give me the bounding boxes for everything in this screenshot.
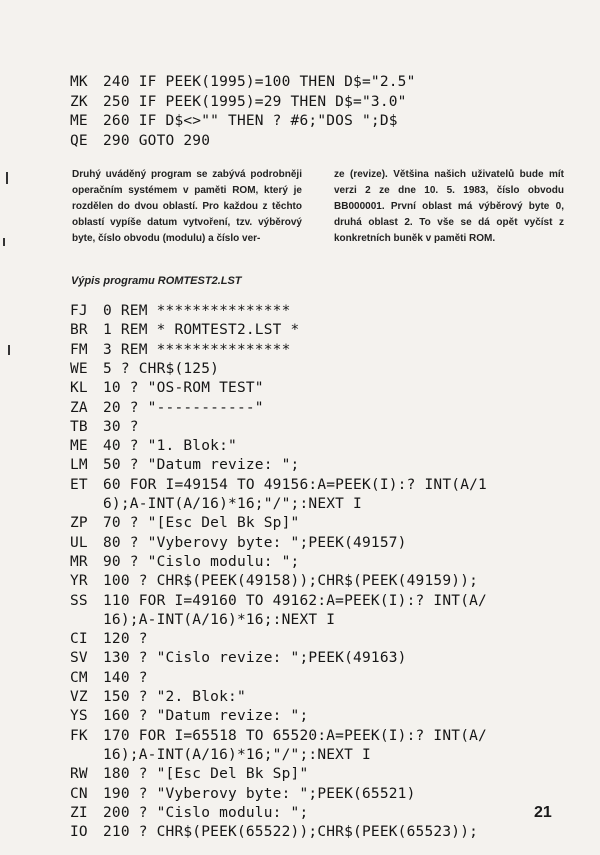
- basic-statement: 120 ?: [103, 631, 148, 648]
- code-line: [0, 361, 600, 381]
- article-text: [72, 167, 564, 247]
- basic-statement-continuation: 16);A-INT(A/16)*16;"/";:NEXT I: [103, 746, 371, 763]
- basic-statement: 150 ? "2. Blok:": [103, 689, 246, 705]
- basic-statement: 20 ? "-----------": [103, 399, 264, 416]
- page-number: 21: [534, 804, 552, 821]
- basic-statement: 210 ? CHR$(PEEK(65522));CHR$(PEEK(65523));: [103, 824, 479, 841]
- checksum-tag: QE: [70, 132, 88, 149]
- article-column-1: Druhý uváděný program se zabývá podrobněji operačním systémem v paměti ROM, který je rozdělen do dvou oblastí. Pro každou z těchto oblastí vypíše datum vytvoření, tzv. výběrový byte, číslo obvodu (modulu) a číslo ver-: [72, 169, 302, 244]
- code-line: [0, 457, 600, 477]
- basic-statement: 60 FOR I=49154 TO 49156:A=PEEK(I):? INT(A/1: [103, 476, 487, 493]
- code-line: [0, 824, 600, 844]
- basic-statement: 50 ? "Datum revize: ";: [103, 457, 300, 474]
- basic-statement-continuation: 16);A-INT(A/16)*16;:NEXT I: [103, 611, 336, 628]
- margin-mark: [6, 172, 8, 184]
- code-line: [0, 631, 600, 651]
- checksum-tag: BR: [70, 322, 88, 339]
- code-line: [0, 303, 600, 323]
- basic-statement: 240 IF PEEK(1995)=100 THEN D$="2.5": [103, 74, 416, 90]
- checksum-tag: RW: [70, 766, 88, 783]
- code-line: [0, 133, 600, 153]
- margin-mark: [8, 345, 10, 355]
- checksum-tag: ZA: [70, 399, 88, 416]
- basic-statement: 0 REM ***************: [103, 303, 291, 319]
- code-line: [0, 766, 600, 786]
- checksum-tag: FK: [70, 727, 88, 744]
- basic-statement: 80 ? "Vyberovy byte: ";PEEK(49157): [103, 534, 407, 551]
- code-line: [0, 74, 600, 94]
- code-line: [0, 573, 600, 593]
- code-line: [0, 438, 600, 458]
- code-line: [0, 342, 600, 362]
- checksum-tag: MR: [70, 553, 88, 570]
- checksum-tag: ZK: [70, 93, 88, 110]
- checksum-tag: CM: [70, 669, 88, 686]
- checksum-tag: MK: [70, 74, 88, 90]
- basic-statement: 180 ? "[Esc Del Bk Sp]": [103, 766, 309, 783]
- basic-statement-continuation: 6);A-INT(A/16)*16;"/";:NEXT I: [103, 496, 362, 512]
- basic-statement: 1 REM * ROMTEST2.LST *: [103, 322, 300, 339]
- basic-statement: 3 REM ***************: [103, 341, 291, 358]
- code-line: [0, 650, 600, 670]
- checksum-tag: IO: [70, 824, 88, 841]
- checksum-tag: UL: [70, 534, 88, 551]
- checksum-tag: CI: [70, 631, 88, 648]
- code-line: [0, 322, 600, 342]
- checksum-tag: SS: [70, 592, 88, 609]
- code-line: [0, 786, 600, 806]
- code-line: [0, 400, 600, 420]
- checksum-tag: WE: [70, 360, 88, 377]
- checksum-tag: YS: [70, 708, 88, 725]
- section-title: Výpis programu ROMTEST2.LST: [71, 275, 242, 287]
- code-line: [0, 94, 600, 114]
- checksum-tag: FM: [70, 341, 88, 358]
- code-line: [0, 113, 600, 133]
- basic-statement: 40 ? "1. Blok:": [103, 438, 237, 455]
- basic-statement: 140 ?: [103, 669, 148, 686]
- checksum-tag: FJ: [70, 303, 88, 319]
- checksum-tag: KL: [70, 380, 88, 397]
- checksum-tag: TB: [70, 418, 88, 435]
- checksum-tag: ME: [70, 438, 88, 455]
- checksum-tag: ZP: [70, 515, 88, 532]
- checksum-tag: CN: [70, 785, 88, 802]
- code-line: [0, 708, 600, 728]
- margin-mark: [3, 238, 5, 246]
- basic-statement: 250 IF PEEK(1995)=29 THEN D$="3.0": [103, 93, 407, 110]
- basic-statement: 290 GOTO 290: [103, 132, 211, 149]
- article-column-2: ze (revize). Většina našich uživatelů bude mít verzi 2 ze dne 10. 5. 1983, číslo obvodu BB000001. První oblast má výběrový byte 0, druhá oblast 2. To vše se dá opět vyčíst z konkretních buněk v paměti ROM.: [334, 169, 564, 244]
- basic-statement: 170 FOR I=65518 TO 65520:A=PEEK(I):? INT(A/: [103, 727, 487, 744]
- code-line: [0, 535, 600, 555]
- checksum-tag: YR: [70, 573, 88, 590]
- code-line: [0, 593, 600, 613]
- basic-statement: 70 ? "[Esc Del Bk Sp]": [103, 515, 300, 532]
- code-line: [0, 689, 600, 709]
- basic-statement: 260 IF D$<>"" THEN ? #6;"DOS ";D$: [103, 113, 398, 129]
- code-line: [0, 419, 600, 439]
- checksum-tag: LM: [70, 457, 88, 474]
- basic-statement: 110 FOR I=49160 TO 49162:A=PEEK(I):? INT(A/: [103, 592, 487, 609]
- checksum-tag: SV: [70, 650, 88, 667]
- basic-statement: 5 ? CHR$(125): [103, 360, 220, 377]
- basic-statement: 90 ? "Cislo modulu: ";: [103, 553, 300, 570]
- basic-statement: 100 ? CHR$(PEEK(49158));CHR$(PEEK(49159));: [103, 573, 479, 590]
- basic-statement: 10 ? "OS-ROM TEST": [103, 380, 264, 397]
- code-line: [0, 477, 600, 497]
- basic-statement: 190 ? "Vyberovy byte: ";PEEK(65521): [103, 785, 416, 802]
- basic-statement: 130 ? "Cislo revize: ";PEEK(49163): [103, 650, 407, 667]
- code-line: [0, 670, 600, 690]
- checksum-tag: ZI: [70, 804, 88, 821]
- basic-statement: 160 ? "Datum revize: ";: [103, 708, 309, 725]
- checksum-tag: ET: [70, 476, 88, 493]
- checksum-tag: ME: [70, 113, 88, 129]
- code-line: [0, 554, 600, 574]
- basic-statement: 30 ?: [103, 418, 139, 435]
- code-line: [0, 805, 600, 825]
- code-line: [0, 728, 600, 748]
- basic-statement: 200 ? "Cislo modulu: ";: [103, 804, 309, 821]
- code-line: [0, 380, 600, 400]
- code-line: [0, 515, 600, 535]
- checksum-tag: VZ: [70, 689, 88, 705]
